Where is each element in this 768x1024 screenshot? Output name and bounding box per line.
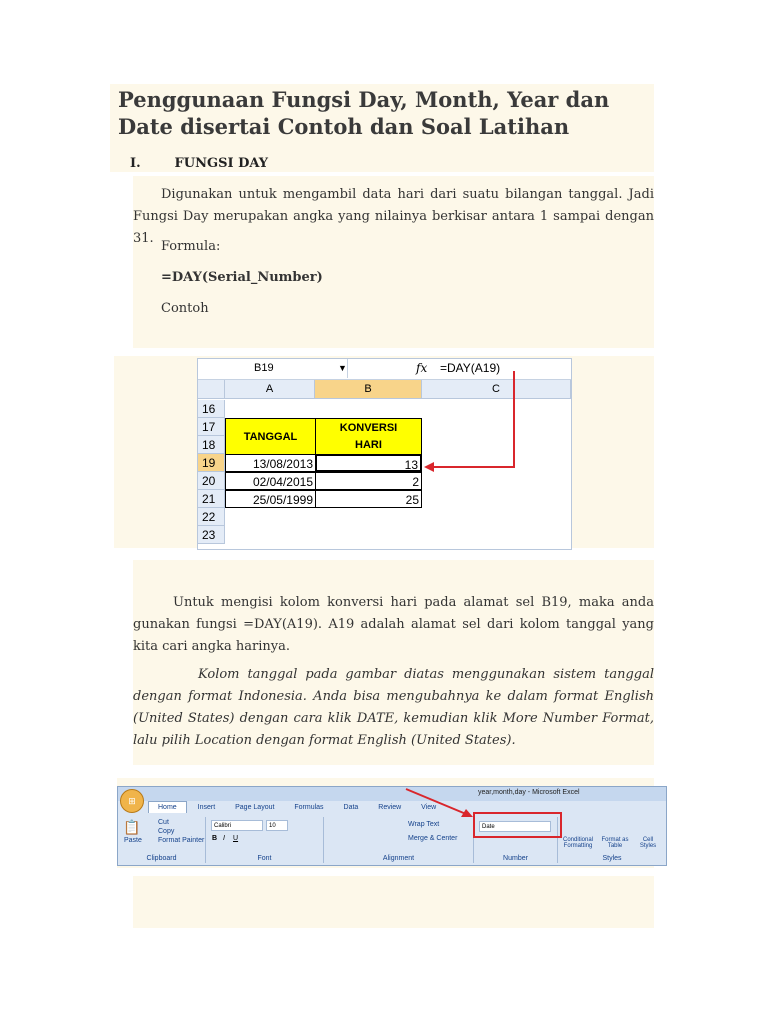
cell-styles-button[interactable]: Cell Styles [639, 837, 657, 849]
row-header[interactable]: 18 [198, 436, 225, 454]
tab-review[interactable]: Review [378, 804, 402, 811]
number-format-select[interactable]: Date [479, 821, 551, 832]
intro-paragraph: Digunakan untuk mengambil data hari dari suatu bilangan tanggal. Jadi Fungsi Day merupakan angka yang nilainya berkisar antara 1 sampai dengan 31. [133, 187, 654, 246]
formula-text: =DAY(Serial_Number) [161, 270, 323, 285]
row-header[interactable]: 22 [198, 508, 225, 526]
font-name-box[interactable]: Calibri [211, 820, 263, 831]
clipboard-label: Clipboard [146, 855, 177, 862]
office-button-icon[interactable]: ⊞ [120, 789, 144, 813]
paste-label[interactable]: Paste [124, 837, 142, 844]
format-painter-button[interactable]: Format Painter [158, 837, 205, 844]
cut-button[interactable]: Cut [158, 819, 169, 826]
fx-icon[interactable]: fx [416, 361, 428, 375]
red-arrow [118, 787, 666, 865]
tab-home[interactable]: Home [148, 801, 187, 813]
format-table-button[interactable]: Format as Table [601, 837, 629, 849]
row-header[interactable]: 21 [198, 490, 225, 508]
bold-button[interactable]: B [212, 835, 218, 842]
header-hari: HARI [355, 439, 382, 451]
row-header[interactable]: 17 [198, 418, 225, 436]
merge-center-button[interactable]: Merge & Center [408, 835, 458, 842]
red-arrow [198, 359, 571, 549]
row-header[interactable]: 20 [198, 472, 225, 490]
font-size-box[interactable]: 10 [266, 820, 288, 831]
cell-tanggal[interactable]: 02/04/2015 [225, 472, 316, 490]
column-header-a[interactable]: A [225, 380, 315, 399]
row-header[interactable]: 23 [198, 526, 225, 544]
excel-screenshot [197, 358, 572, 550]
copy-button[interactable]: Copy [158, 828, 175, 835]
chevron-down-icon[interactable]: ▼ [338, 363, 347, 373]
section-heading [130, 156, 268, 171]
cell-tanggal[interactable]: 25/05/1999 [225, 490, 316, 508]
tab-data[interactable]: Data [343, 804, 359, 811]
tab-formulas[interactable]: Formulas [294, 804, 324, 811]
column-header-c[interactable]: C [422, 380, 571, 399]
row-header[interactable]: 16 [198, 400, 225, 418]
paste-button[interactable]: 📋 [123, 819, 141, 835]
alignment-label: Alignment [382, 855, 415, 862]
formula-label: Formula: [161, 239, 221, 254]
contoh-label: Contoh [161, 301, 209, 316]
column-header-b[interactable]: B [315, 380, 422, 399]
conditional-formatting-button[interactable]: Conditional Formatting [562, 837, 594, 849]
italic-button[interactable]: I [223, 835, 225, 842]
cell-hari[interactable]: 25 [315, 490, 422, 508]
page-title: Penggunaan Fungsi Day, Month, Year dan Date disertai Contoh dan Soal Latihan [118, 87, 610, 139]
explanation-paragraph: Untuk mengisi kolom konversi hari pada alamat sel B19, maka anda gunakan fungsi =DAY(A19). A19 adalah alamat sel dari kolom tanggal yang kita cari angka harinya. [133, 595, 654, 654]
empty-block [133, 876, 654, 928]
styles-label: Styles [602, 855, 622, 862]
section-number: I. [130, 156, 141, 171]
cell-hari-selected[interactable]: 13 [315, 454, 422, 472]
header-konversi: KONVERSI [339, 422, 398, 434]
tab-insert[interactable]: Insert [197, 804, 216, 811]
window-title: year,month,day - Microsoft Excel [478, 789, 580, 796]
cell-tanggal[interactable]: 13/08/2013 [225, 454, 316, 472]
font-label: Font [257, 855, 272, 862]
row-header[interactable]: 19 [198, 454, 225, 472]
tab-view[interactable]: View [421, 804, 437, 811]
number-label: Number [503, 855, 528, 862]
header-tanggal[interactable]: TANGGAL [225, 418, 316, 455]
excel-ribbon-screenshot [117, 786, 667, 866]
name-box[interactable]: B19 [198, 359, 348, 378]
underline-button[interactable]: U [233, 835, 239, 842]
formula-value[interactable]: =DAY(A19) [440, 361, 501, 375]
cell-hari[interactable]: 2 [315, 472, 422, 490]
tab-page-layout[interactable]: Page Layout [235, 804, 275, 811]
section-label: FUNGSI DAY [174, 156, 269, 171]
format-note-paragraph: Kolom tanggal pada gambar diatas menggunakan sistem tanggal dengan format Indonesia. Anda bisa mengubahnya ke dalam format English (United States) dengan cara klik DATE, kemudian klik More Number Format, lalu pilih Location dengan format English (United States). [133, 667, 654, 748]
wrap-text-button[interactable]: Wrap Text [408, 821, 440, 828]
